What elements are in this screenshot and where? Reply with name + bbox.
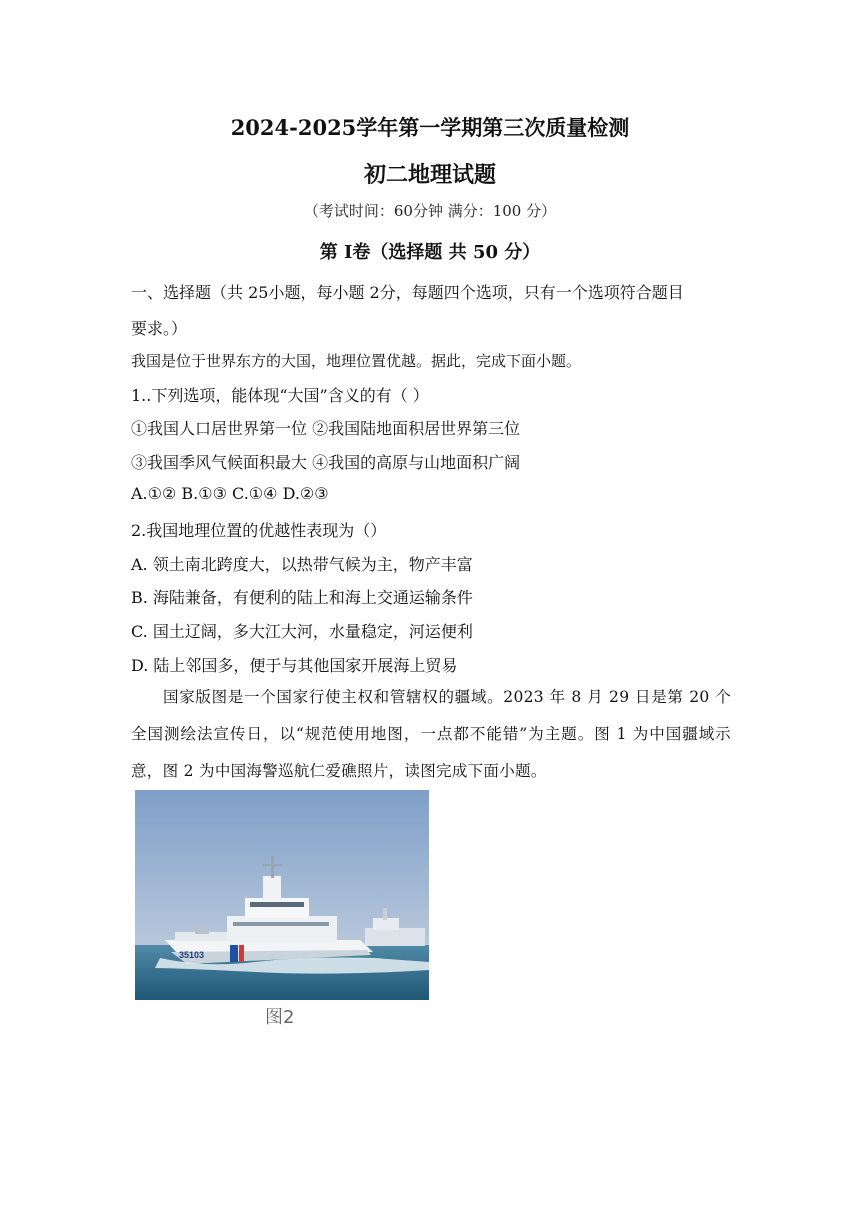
instructions-line-1: 一、选择题（共 25小题，每小题 2分，每题四个选项，只有一个选项符合题目 [131,283,684,302]
exam-info: （考试时间：60分钟 满分：100 分） [303,202,557,220]
q1-options: A.①② B.①③ C.①④ D.②③ [131,484,329,503]
intro-text: 我国是位于世界东方的大国，地理位置优越。据此，完成下面小题。 [131,352,582,370]
q2-option-a: A. 领土南北跨度大，以热带气候为主，物产丰富 [131,555,473,574]
instructions-line-2: 要求。） [131,319,188,338]
passage-text: 国家版图是一个国家行使主权和管辖权的疆域。2023 年 8 月 29 日是第 20 个全国测绘法宣传日，以“规范使用地图，一点都不能错”为主题。图 1 为中国疆域示意，图 2 为中国海警巡航仁爱礁照片，读图完成下面小题。 [131,688,731,780]
coast-guard-photo [135,790,429,1000]
coast-guard-ship-image [135,790,429,1000]
q2-option-d: D. 陆上邻国多，便于与其他国家开展海上贸易 [131,656,458,675]
q2-stem: 2.我国地理位置的优越性表现为（） [131,521,387,540]
exam-title: 2024-2025学年第一学期第三次质量检测 [230,115,630,140]
hull-number: 35103 [179,950,205,960]
figure-caption: 图2 [265,1007,295,1028]
q2-option-c: C. 国土辽阔，多大江大河，水量稳定，河运便利 [131,622,473,641]
exam-subtitle: 初二地理试题 [363,162,496,188]
q2-option-b: B. 海陆兼备，有便利的陆上和海上交通运输条件 [131,588,473,607]
q1-line-2: ③我国季风气候面积最大 ④我国的高原与山地面积广阔 [131,453,521,472]
q1-line-1: ①我国人口居世界第一位 ②我国陆地面积居世界第三位 [131,419,521,438]
q1-stem: 1..下列选项，能体现“大国”含义的有（ ） [131,386,429,405]
section-heading: 第 I卷（选择题 共 50 分） [319,242,541,263]
